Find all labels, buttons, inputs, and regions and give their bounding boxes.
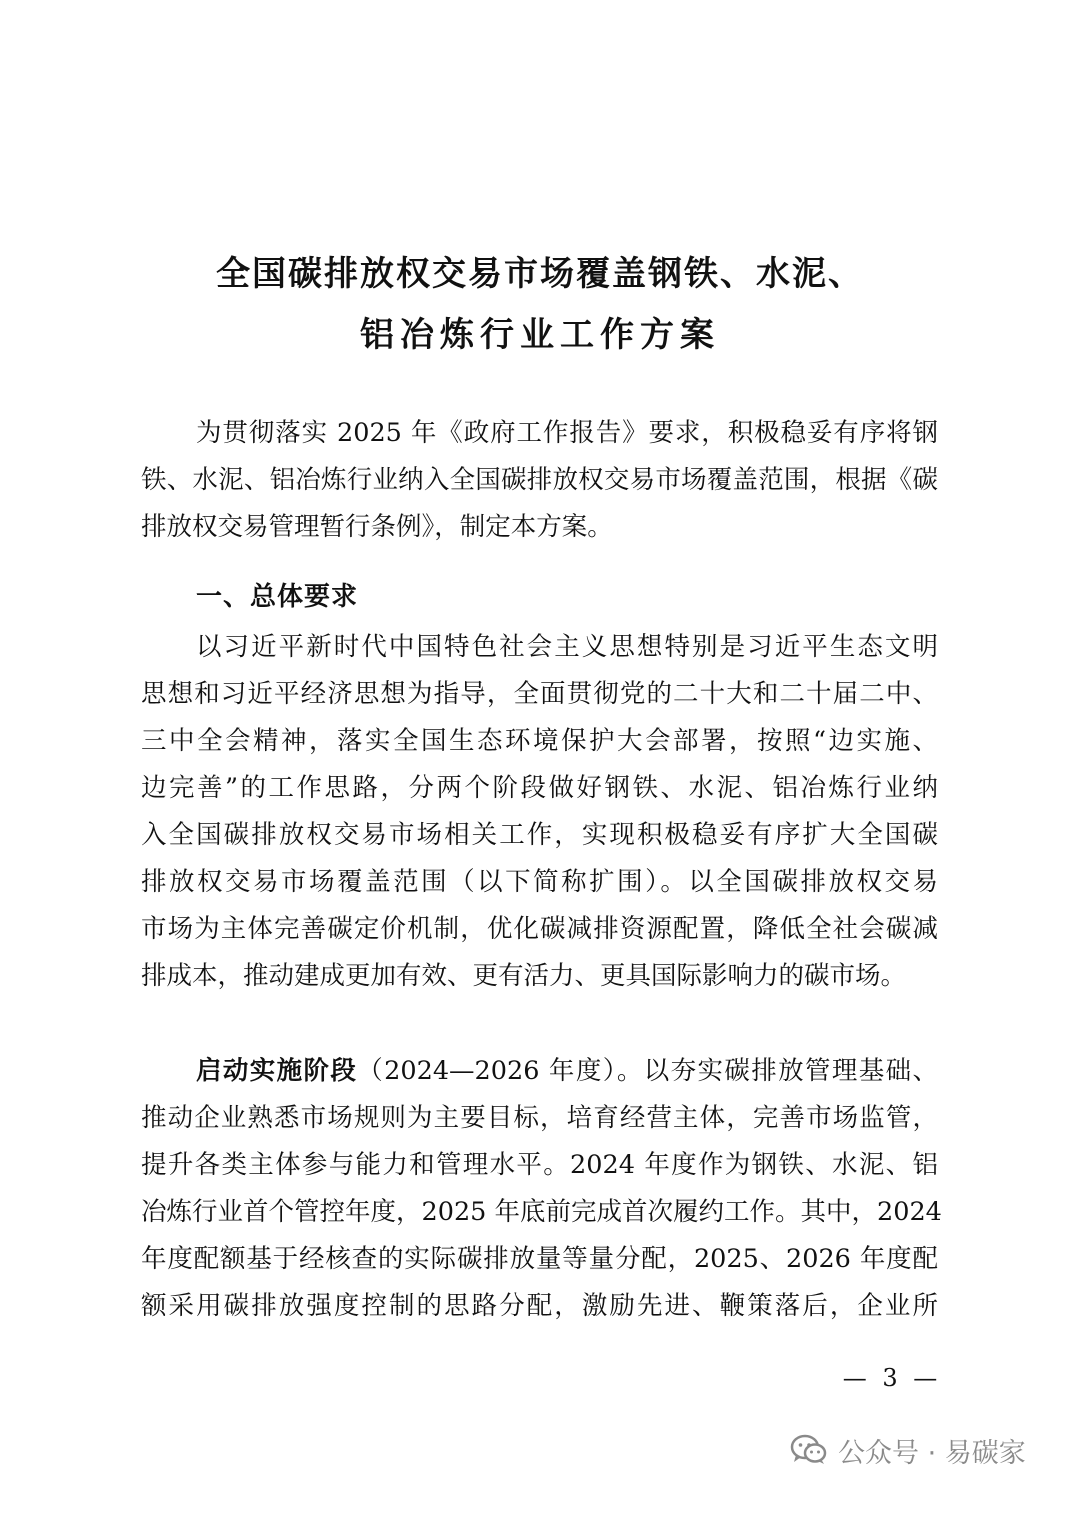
phase1-line: 额采用碳排放强度控制的思路分配，激励先进、鞭策落后，企业所: [141, 1291, 938, 1321]
intro-line: 铁、水泥、铝冶炼行业纳入全国碳排放权交易市场覆盖范围，根据《碳: [141, 465, 938, 495]
page-number: — 3 —: [842, 1364, 942, 1392]
phase1-line: 年度配额基于经核查的实际碳排放量等量分配，2025、2026 年度配: [141, 1244, 938, 1274]
phase1-first-line-rest: （2024—2026 年度）。以夯实碳排放管理基础、: [357, 1056, 938, 1086]
section1-line: 市场为主体完善碳定价机制，优化碳减排资源配置，降低全社会碳减: [141, 914, 938, 944]
phase1-line: 冶炼行业首个管控年度，2025 年底前完成首次履约工作。其中，2024: [141, 1197, 942, 1227]
intro-paragraph: [141, 410, 938, 551]
section1-line: 以习近平新时代中国特色社会主义思想特别是习近平生态文明: [196, 632, 938, 662]
phase1-paragraph: [141, 1048, 942, 1330]
section1-line: 排成本，推动建成更加有效、更有活力、更具国际影响力的碳市场。: [141, 961, 907, 991]
phase1-line: 推动企业熟悉市场规则为主要目标，培育经营主体，完善市场监管，: [141, 1103, 938, 1133]
phase1-line: 提升各类主体参与能力和管理水平。2024 年度作为钢铁、水泥、铝: [141, 1150, 938, 1180]
section1-line: 思想和习近平经济思想为指导，全面贯彻党的二十大和二十届二中、: [141, 679, 938, 709]
section1-line: 三中全会精神，落实全国生态环境保护大会部署，按照“边实施、: [141, 726, 938, 756]
section1-paragraph: [141, 624, 938, 1000]
section1-line: 排放权交易市场覆盖范围（以下简称扩围）。以全国碳排放权交易: [141, 867, 938, 897]
intro-line: 排放权交易管理暂行条例》，制定本方案。: [141, 512, 613, 542]
document-title-line-2: 铝冶炼行业工作方案: [360, 315, 720, 355]
watermark-text: 公众号 · 易碳家: [838, 1437, 1026, 1469]
wechat-icon: [790, 1433, 828, 1467]
phase1-lead-label: 启动实施阶段: [196, 1056, 358, 1086]
section1-line: 边完善”的工作思路，分两个阶段做好钢铁、水泥、铝冶炼行业纳: [141, 773, 938, 803]
intro-line: 为贯彻落实 2025 年《政府工作报告》要求，积极稳妥有序将钢: [196, 418, 938, 448]
document-title-line-1: 全国碳排放权交易市场覆盖钢铁、水泥、: [216, 254, 864, 294]
section1-line: 入全国碳排放权交易市场相关工作，实现积极稳妥有序扩大全国碳: [141, 820, 938, 850]
section-heading-overall-requirements: 一、总体要求: [196, 582, 359, 612]
phase1-first-line: [141, 1048, 938, 1095]
wechat-watermark: [790, 1425, 1026, 1475]
